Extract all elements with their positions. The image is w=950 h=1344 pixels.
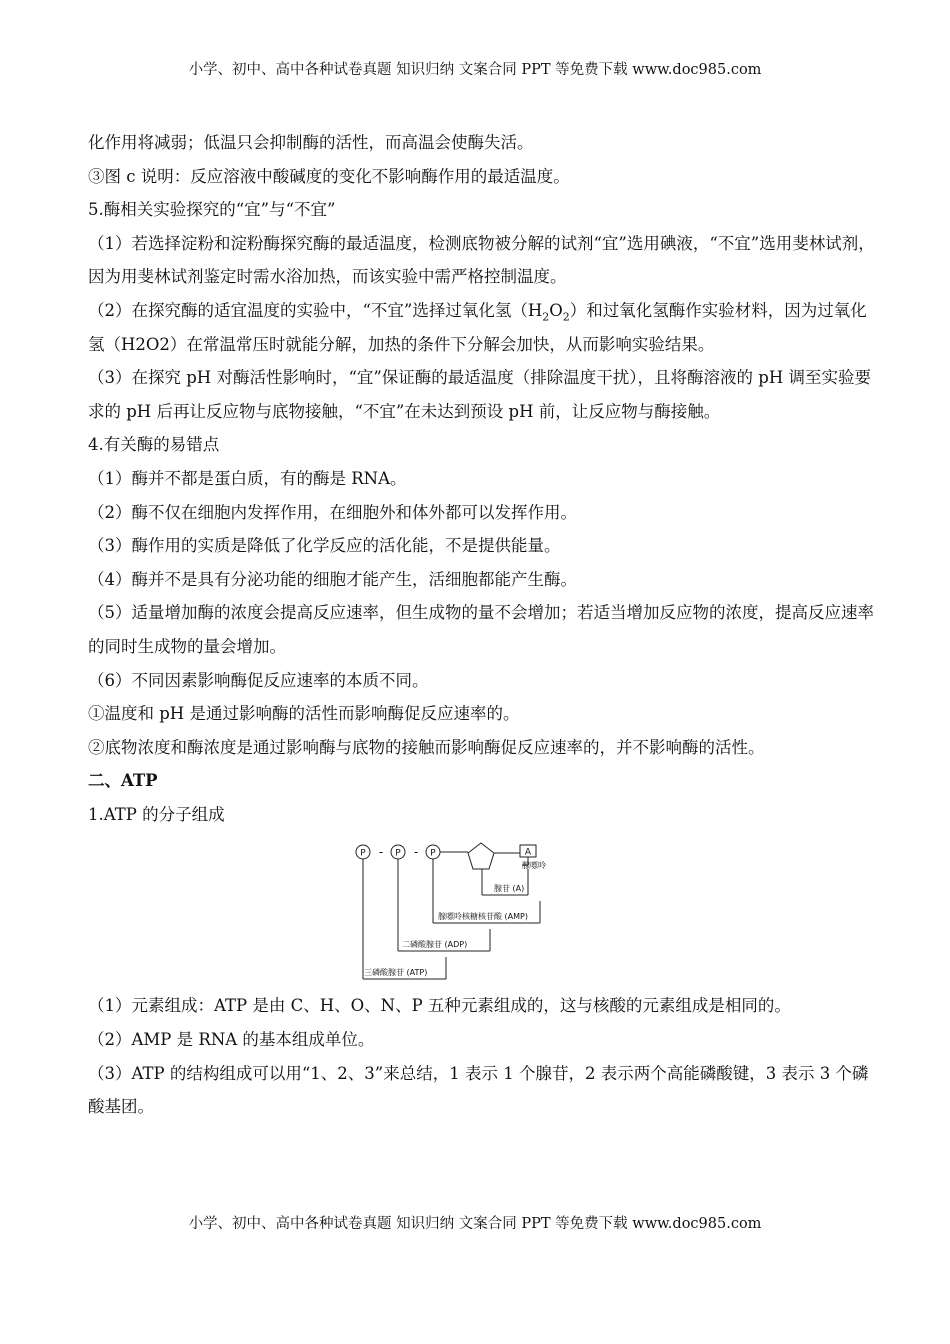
paragraph-item: （2）AMP 是 RNA 的基本组成单位。 xyxy=(88,1030,375,1050)
paragraph-line: ③图 c 说明：反应溶液中酸碱度的变化不影响酶作用的最适温度。 xyxy=(88,166,570,186)
paragraph-item: （6）不同因素影响酶促反应速率的本质不同。 xyxy=(88,670,429,690)
paragraph-item: （3）酶作用的实质是降低了化学反应的活化能，不是提供能量。 xyxy=(88,536,561,556)
section-heading: 4.有关酶的易错点 xyxy=(88,435,220,455)
section-heading: 5.酶相关实验探究的“宜”与“不宜” xyxy=(88,200,336,220)
paragraph-item: ①温度和 pH 是通过影响酶的活性而影响酶促反应速率的。 xyxy=(88,704,520,724)
paragraph-item: ②底物浓度和酶浓度是通过影响酶与底物的接触而影响酶促反应速率的，并不影响酶的活性。 xyxy=(88,737,765,757)
label-amp: 腺嘌呤核糖核苷酸 (AMP) xyxy=(438,912,528,922)
section-heading: 1.ATP 的分子组成 xyxy=(88,804,225,824)
page-footer: 小学、初中、高中各种试卷真题 知识归纳 文案合同 PPT 等免费下载 www.doc985.com xyxy=(188,1216,762,1232)
chapter-heading: 二、ATP xyxy=(88,771,158,791)
phosphate-label-3: P xyxy=(430,848,436,859)
phosphate-label-1: P xyxy=(360,848,366,859)
text-run: ）和过氧化氢酶作实验材料，因为过氧化氢（H2O2）在常温常压时就能分解，加热的条件下分解会加快，从而影响实验结果。 xyxy=(88,300,867,354)
phosphate-label-2: P xyxy=(395,848,401,859)
subscript: 2 xyxy=(542,310,550,324)
bond-dash-1: - xyxy=(378,845,384,860)
subscript: 2 xyxy=(562,310,570,324)
paragraph-item: （3）在探究 pH 对酶活性影响时，“宜”保证酶的最适温度（排除温度干扰），且将酶溶液的 pH 调至实验要求的 pH 后再让反应物与底物接触，“不宜”在未达到预设 pH 前，让反应物与酶接触。 xyxy=(88,368,872,421)
page-header: 小学、初中、高中各种试卷真题 知识归纳 文案合同 PPT 等免费下载 www.doc985.com xyxy=(188,62,762,78)
atp-structure-diagram xyxy=(350,839,576,989)
paragraph-item: （1）若选择淀粉和淀粉酶探究酶的最适温度，检测底物被分解的试剂“宜”选用碘液，“不宜”选用斐林试剂，因为用斐林试剂鉴定时需水浴加热，而该实验中需严格控制温度。 xyxy=(88,233,875,287)
label-adenine: 腺嘌呤 xyxy=(522,861,546,871)
text-run: （2）在探究酶的适宜温度的实验中，“不宜”选择过氧化氢（H xyxy=(88,300,543,320)
bond-dash-2: - xyxy=(413,845,419,860)
label-adenosine: 腺苷 (A) xyxy=(494,884,525,894)
label-adp: 二磷酸腺苷 (ADP) xyxy=(402,940,468,950)
paragraph-item: （2）酶不仅在细胞内发挥作用，在细胞外和体外都可以发挥作用。 xyxy=(88,502,577,522)
adenine-letter: A xyxy=(524,847,532,858)
paragraph-item: （5）适量增加酶的浓度会提高反应速率，但生成物的量不会增加；若适当增加反应物的浓度，提高反应速率的同时生成物的量会增加。 xyxy=(88,603,874,656)
paragraph-line: 化作用将减弱；低温只会抑制酶的活性，而高温会使酶失活。 xyxy=(88,133,534,152)
paragraph-item xyxy=(88,294,878,361)
paragraph-item: （4）酶并不是具有分泌功能的细胞才能产生，活细胞都能产生酶。 xyxy=(88,569,577,589)
label-atp: 三磷酸腺苷 (ATP) xyxy=(364,968,428,978)
paragraph-item: （1）酶并不都是蛋白质，有的酶是 RNA。 xyxy=(88,468,407,488)
paragraph-item: （3）ATP 的结构组成可以用“1、2、3”来总结，1 表示 1 个腺苷，2 表示两个高能磷酸键，3 表示 3 个磷酸基团。 xyxy=(88,1063,869,1117)
text-run: O xyxy=(549,300,563,320)
document-body xyxy=(88,126,878,1124)
paragraph-item: （1）元素组成：ATP 是由 C、H、O、N、P 五种元素组成的，这与核酸的元素组成是相同的。 xyxy=(88,996,791,1016)
ribose-pentagon xyxy=(468,843,494,869)
